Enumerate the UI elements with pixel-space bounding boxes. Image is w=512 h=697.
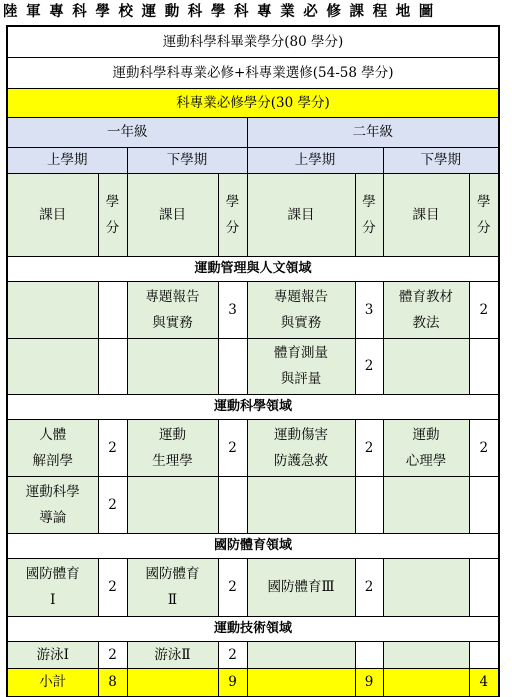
- course-credit: 2: [218, 558, 247, 616]
- course-credit: 2: [98, 558, 127, 616]
- course-name: 專題報告 與實務: [247, 281, 355, 338]
- course-name: [383, 338, 469, 394]
- course-name: [247, 641, 355, 668]
- course-row: [7, 558, 499, 616]
- course-credit: [218, 338, 247, 394]
- course-column-header: 課目: [247, 173, 355, 256]
- course-name: 游泳Ⅰ: [7, 641, 98, 668]
- course-name: 運動 生理學: [127, 419, 218, 476]
- course-credit: [355, 476, 383, 533]
- course-credit: [98, 338, 127, 394]
- subtotal-label: 小計: [7, 668, 98, 696]
- course-credit: 2: [98, 419, 127, 476]
- course-credit: [98, 281, 127, 338]
- course-credit: [469, 641, 499, 668]
- course-name: 人體 解剖學: [7, 419, 98, 476]
- course-name: [127, 338, 218, 394]
- course-name: 體育測量 與評量: [247, 338, 355, 394]
- course-name: 游泳Ⅱ: [127, 641, 218, 668]
- course-name: 體育教材 教法: [383, 281, 469, 338]
- course-name: [383, 476, 469, 533]
- course-credit: 3: [355, 281, 383, 338]
- course-credit: 2: [469, 419, 499, 476]
- graduation-credits: 運動科學科畢業學分(80 學分): [7, 26, 499, 57]
- credit-column-header: 學 分: [218, 173, 247, 256]
- subtotal-spacer: [383, 668, 469, 696]
- year-2-header: 二年級: [247, 117, 499, 147]
- course-name: 運動科學 導論: [7, 476, 98, 533]
- course-row: [7, 338, 499, 394]
- semester-header: 上學期: [7, 147, 127, 173]
- course-credit: 2: [469, 281, 499, 338]
- course-name: [383, 558, 469, 616]
- course-name: 運動傷害 防護急救: [247, 419, 355, 476]
- course-row: [7, 281, 499, 338]
- domain-header-skills: 運動技術領域: [7, 616, 499, 641]
- course-name: 國防體育 Ⅰ: [7, 558, 98, 616]
- semester-header: 下學期: [127, 147, 247, 173]
- course-row: [7, 419, 499, 476]
- credit-column-header: 學 分: [355, 173, 383, 256]
- subtotal-spacer: [247, 668, 355, 696]
- course-name: [7, 281, 98, 338]
- course-name: [383, 641, 469, 668]
- year-1-header: 一年級: [7, 117, 247, 147]
- course-credit: 2: [218, 419, 247, 476]
- course-credit: [469, 476, 499, 533]
- course-name: 國防體育Ⅲ: [247, 558, 355, 616]
- credit-column-header: 學 分: [469, 173, 499, 256]
- course-row: [7, 641, 499, 668]
- course-name: 國防體育 Ⅱ: [127, 558, 218, 616]
- page-title: 陸軍專科學校運動科學科專業必修課程地圖: [3, 4, 442, 20]
- course-column-header: 課目: [127, 173, 218, 256]
- course-name: [7, 338, 98, 394]
- course-row: [7, 476, 499, 533]
- domain-header-science: 運動科學領域: [7, 394, 499, 419]
- course-name: [127, 476, 218, 533]
- course-credit: 2: [355, 338, 383, 394]
- semester-header: 上學期: [247, 147, 383, 173]
- course-credit: [218, 476, 247, 533]
- domain-header-defense: 國防體育領域: [7, 533, 499, 558]
- semester-header: 下學期: [383, 147, 499, 173]
- course-credit: 2: [355, 419, 383, 476]
- subtotal-value: 4: [469, 668, 499, 696]
- course-credit: 2: [98, 641, 127, 668]
- course-map-table: [6, 25, 500, 697]
- course-name: 專題報告 與實務: [127, 281, 218, 338]
- course-credit: 2: [218, 641, 247, 668]
- credit-column-header: 學 分: [98, 173, 127, 256]
- subtotal-row: [7, 668, 499, 696]
- course-credit: [469, 558, 499, 616]
- course-credit: 3: [218, 281, 247, 338]
- required-credits-banner: 科專業必修學分(30 學分): [7, 88, 499, 117]
- course-credit: [355, 641, 383, 668]
- course-column-header: 課目: [383, 173, 469, 256]
- domain-header-management: 運動管理與人文領域: [7, 256, 499, 281]
- subtotal-value: 9: [218, 668, 247, 696]
- subtotal-value: 9: [355, 668, 383, 696]
- course-column-header: 課目: [7, 173, 98, 256]
- course-name: [247, 476, 355, 533]
- required-elective-credits: 運動科學科專業必修+科專業選修(54-58 學分): [7, 57, 499, 88]
- course-name: 運動 心理學: [383, 419, 469, 476]
- course-credit: [469, 338, 499, 394]
- subtotal-spacer: [127, 668, 218, 696]
- course-credit: 2: [98, 476, 127, 533]
- subtotal-value: 8: [98, 668, 127, 696]
- course-credit: 2: [355, 558, 383, 616]
